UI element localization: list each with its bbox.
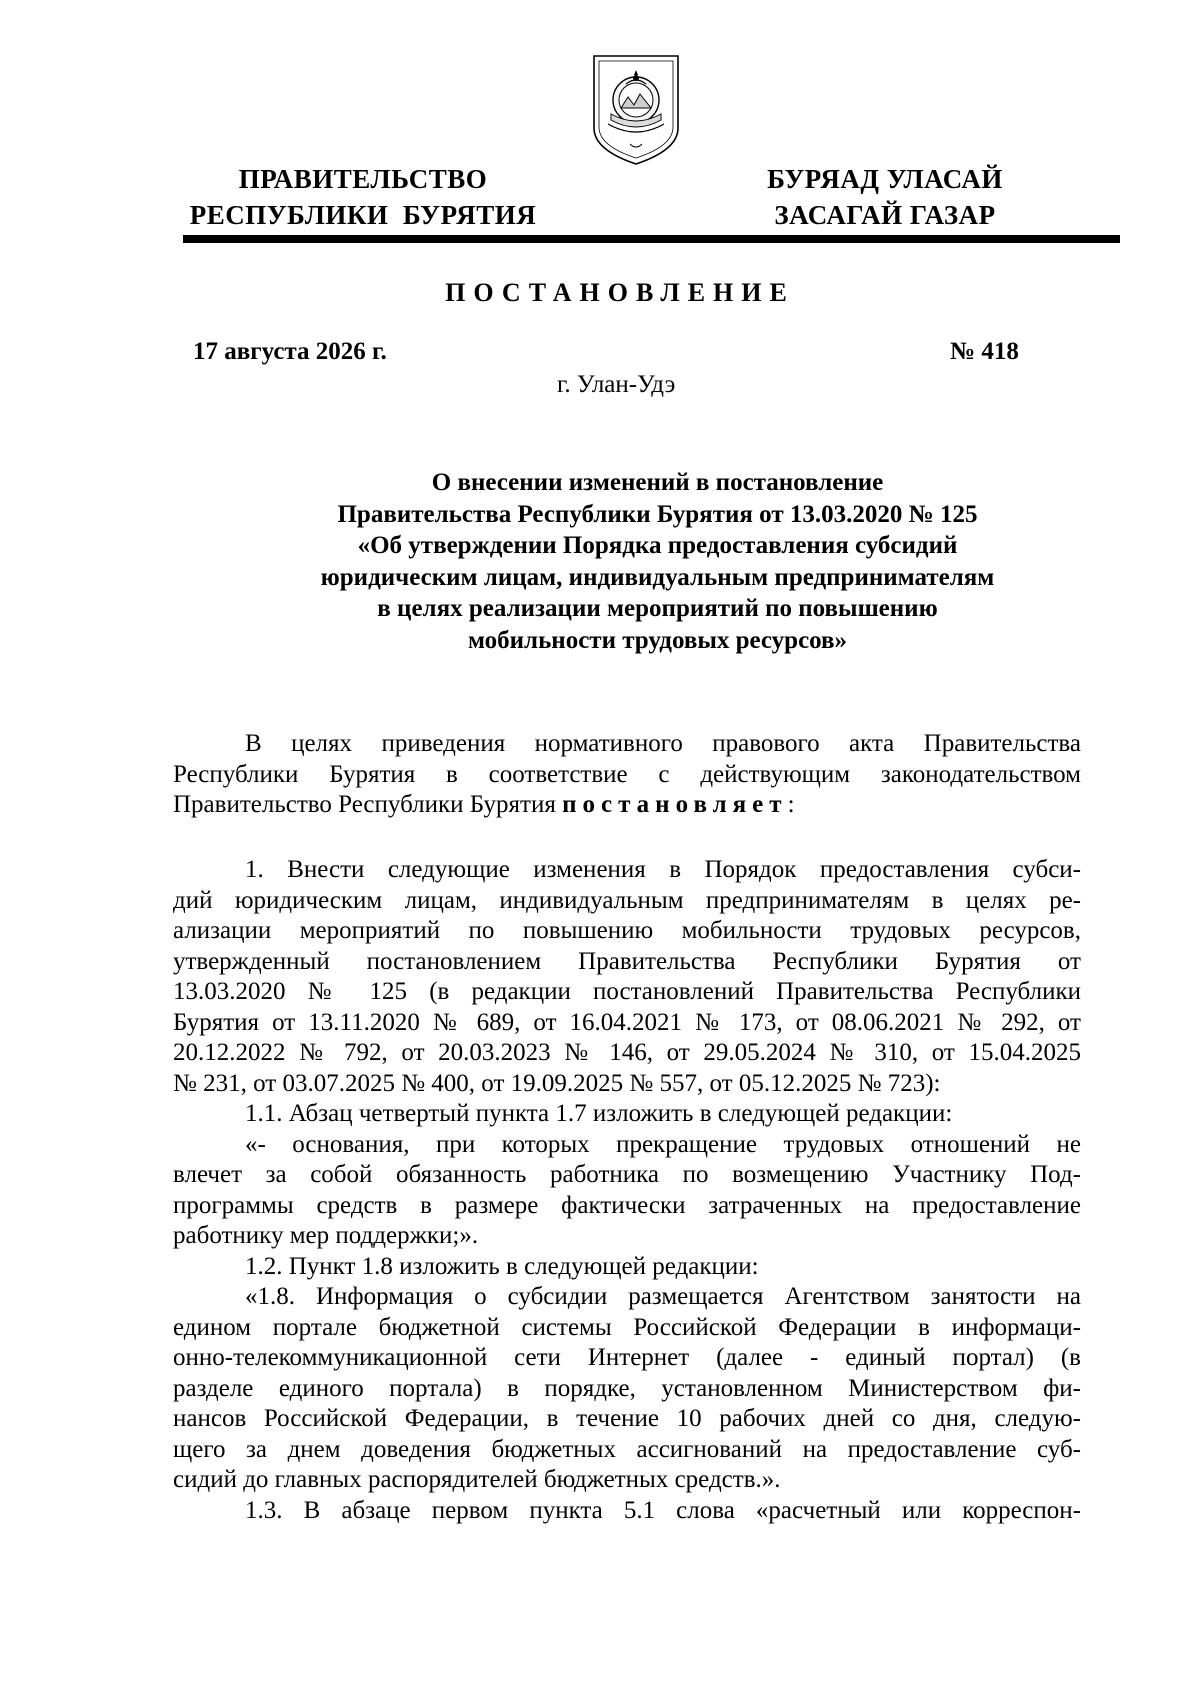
item-line: 1. Внести следующие изменения в Порядок предоставления субси- — [245, 856, 1081, 883]
item-line: утвержденный постановлением Правительства Республики Бурятия от — [173, 947, 1081, 975]
preamble-line: Республики Бурятия в соответствие с действующим законодательством — [173, 760, 1081, 788]
item-line: Бурятия от 13.11.2020 № 689, от 16.04.2021 № 173, от 08.06.2021 № 292, от — [173, 1008, 1081, 1036]
item-line: № 231, от 03.07.2025 № 400, от 19.09.2025 № 557, от 05.12.2025 № 723): — [173, 1069, 941, 1097]
item-line: «- основания, при которых прекращение трудовых отношений не — [245, 1130, 1081, 1158]
item-line: 1.3. В абзаце первом пункта 5.1 слова «расчетный или корреспон- — [245, 1496, 1081, 1524]
title-line: О внесении изменений в постановление — [431, 469, 884, 496]
item-line: щего за днем доведения бюджетных ассигнований на предоставление суб- — [173, 1435, 1081, 1463]
title-line: «Об утверждении Порядка предоставления субсидий — [357, 532, 958, 559]
title-line: Правительства Республики Бурятия от 13.03.2020 № 125 — [337, 500, 978, 528]
coat-of-arms-icon — [590, 50, 682, 168]
header-divider — [183, 235, 1120, 243]
preamble-line: В целях приведения нормативного правового акта Правительства — [245, 730, 1081, 757]
preamble-line-final — [173, 790, 1081, 821]
government-name-buryat — [745, 161, 1025, 233]
document-type: ПОСТАНОВЛЕНИЕ — [445, 278, 795, 307]
item-line: программы средств в размере фактически затраченных на предоставление — [173, 1191, 1081, 1219]
item-line: 1.1. Абзац четвертый пункта 1.7 изложить в следующей редакции: — [245, 1100, 953, 1127]
document-number: № 418 — [950, 338, 1019, 365]
item-line: 13.03.2020 № 125 (в редакции постановлений Правительства Республики — [173, 978, 1081, 1005]
title-line: мобильности трудовых ресурсов» — [467, 626, 848, 654]
item-line: сидий до главных распорядителей бюджетных средств.». — [173, 1466, 781, 1493]
header-right-line-2: ЗАСАГАЙ ГАЗАР — [774, 200, 996, 230]
decree-items — [173, 855, 1081, 1526]
item-line: онно-телекоммуникационной сети Интернет (далее - единый портал) (в — [173, 1344, 1081, 1371]
item-line: едином портале бюджетной системы Российской Федерации в информаци- — [173, 1313, 1081, 1341]
item-line: 1.2. Пункт 1.8 изложить в следующей редакции: — [245, 1252, 759, 1280]
document-title — [230, 467, 1085, 656]
document-date: 17 августа 2026 г. — [193, 338, 387, 365]
item-line: ализации мероприятий по повышению мобильности трудовых ресурсов, — [173, 917, 1081, 944]
title-line: юридическим лицам, индивидуальным предпринимателям — [320, 563, 995, 591]
header-left-line-2: РЕСПУБЛИКИ БУРЯТИЯ — [189, 200, 537, 230]
document-city: г. Улан-Удэ — [557, 371, 676, 398]
item-line: влечет за собой обязанность работника по возмещению Участнику Под- — [173, 1161, 1081, 1188]
decree-word: постановляет — [562, 791, 788, 818]
item-line: разделе единого портала) в порядке, установленном Министерством фи- — [173, 1374, 1081, 1402]
header-left-line-1: ПРАВИТЕЛЬСТВО — [238, 164, 488, 194]
preamble — [173, 729, 1081, 821]
item-line: нансов Российской Федерации, в течение 10 рабочих дней со дня, следую- — [173, 1405, 1081, 1432]
title-line: в целях реализации мероприятий по повышению — [377, 595, 938, 622]
government-name-russian — [178, 161, 548, 233]
item-line: 20.12.2022 № 792, от 20.03.2023 № 146, от 29.05.2024 № 310, от 15.04.2025 — [173, 1039, 1081, 1066]
header-right-line-1: БУРЯАД УЛАСАЙ — [767, 164, 1003, 194]
item-line: работнику мер поддержки;». — [173, 1222, 479, 1249]
item-line: «1.8. Информация о субсидии размещается Агентством занятости на — [245, 1283, 1081, 1310]
item-line: дий юридическим лицам, индивидуальным предпринимателям в целях ре- — [173, 886, 1081, 914]
preamble-colon: : — [787, 791, 795, 818]
preamble-text: Правительство Республики Бурятия — [173, 791, 556, 818]
